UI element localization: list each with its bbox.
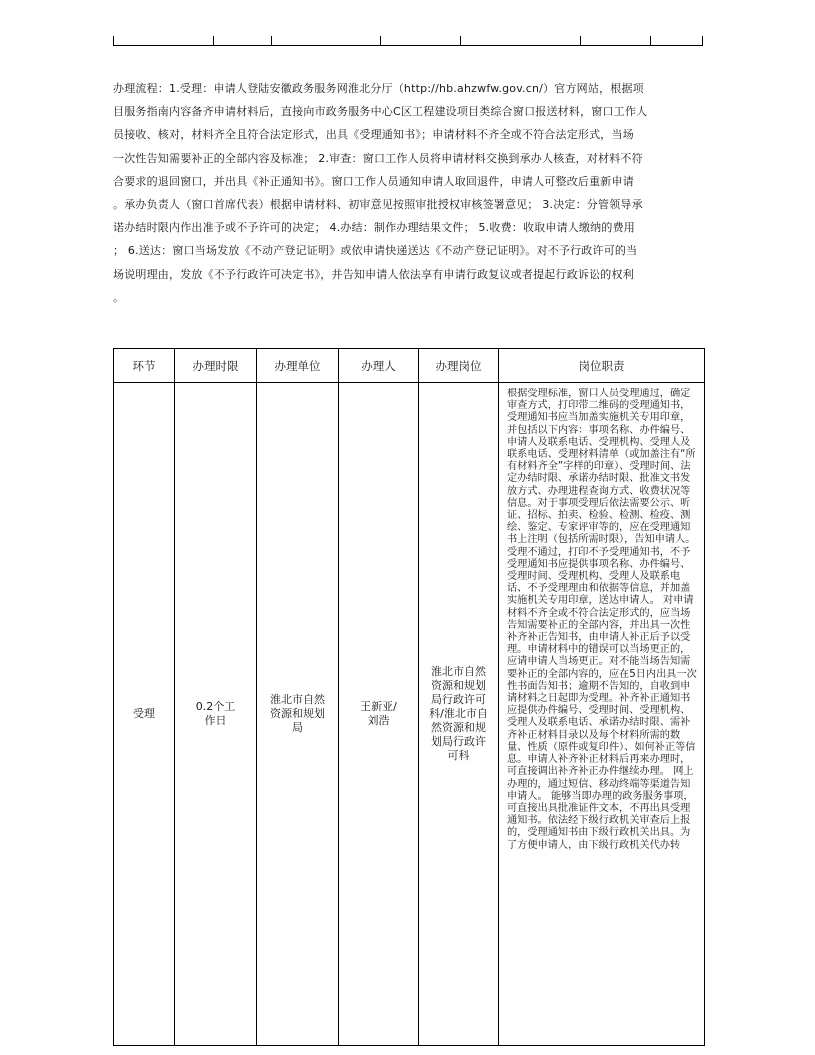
header-position: 办理岗位	[419, 349, 499, 383]
process-line: 员接收、核对，材料齐全且符合法定形式，出具《受理通知书》；申请材料不齐全或不符合法定形式，当场	[113, 128, 634, 142]
cell-duties	[499, 383, 705, 1046]
process-line: 场说明理由，发放《不予行政许可决定书》，并告知申请人依法享有申请行政复议或者提起行政诉讼的权利	[113, 267, 634, 281]
cell-position	[419, 383, 499, 1046]
process-line: 。	[113, 290, 125, 304]
process-line: 办理流程：1.受理：申请人登陆安徽政务服务网淮北分厅（http://hb.ahzwfw.gov.cn/）官方网站，根据项	[113, 82, 644, 95]
process-line: ； 6.送达：窗口当场发放《不动产登记证明》或依申请快递送达《不动产登记证明》。对不予行政许可的当	[113, 244, 638, 258]
cell-duties-text: 根据受理标准，窗口人员受理通过，确定审查方式，打印带二维码的受理通知书，受理通知书应当加盖实施机关专用印章，并包括以下内容：事项名称、办件编号、申请人及联系电话、受理机构、受理人及联系电话、受理材料清单（或加盖注有“所有材料齐全”字样的印章）、受理时间、法定办结时限、承诺办结时限、批准文书发放方式、办理进程查询方式、收费状况等信息。对于事项受理后依法需要公示、听证、招标、拍卖、检验、检测、检疫、测绘、鉴定、专家评审等的，应在受理通知书上注明（包括所需时限），告知申请人。 受理不通过，打印不予受理通知书，不予受理通知书应提供事项名称、办件编号、受理时间、受理机构、受理人及联系电话、不予受理理由和依据等信息，并加盖实施机关专用印章，送达申请人。 对申请材料不齐全或不符合法定形式的，应当场告知需要补正的全部内容，并出具一次性补齐补正告知书，由申请人补正后予以受理。申请材料中的错误可以当场更正的，应请申请人当场更正。对不能当场告知需要补正的全部内容的，应在5日内出具一次性书面告知书；逾期不告知的，自收到申请材料之日起即为受理。补齐补正通知书应提供办件编号、受理时间、受理机构、受理人及联系电话、承诺办结时限、需补齐补正材料目录以及每个材料所需的数量、性质（原件或复印件）、如何补正等信息。申请人补齐补正材料后再来办理时，可直接调出补齐补正办件继续办理。 网上办理的，通过短信、移动终端等渠道告知申请人。 能够当即办理的政务服务事项，可直接出具批准证件文本，不再出具受理通知书。依法经下级行政机关审查后上报的，受理通知书由下级行政机关出具。为了方便申请人，由下级行政机关代办转	[507, 388, 697, 851]
cell-time-limit-text: 0.2个工作日	[195, 700, 236, 727]
cell-person-text: 王新亚/刘浩	[360, 700, 397, 727]
cell-person	[339, 383, 419, 1046]
process-line: 目服务指南内容备齐申请材料后，直接向市政务服务中心C区工程建设项目类综合窗口报送材料，窗口工作人	[113, 105, 648, 119]
process-line: 合要求的退回窗口，并出具《补正通知书》。窗口工作人员通知申请人取回退件，申请人可整改后重新申请	[113, 174, 634, 188]
header-time-limit: 办理时限	[175, 349, 257, 383]
table-row	[114, 383, 705, 1046]
cell-position-text: 淮北市自然资源和规划局行政许可科/淮北市自然资源和规划局行政许可科	[429, 665, 488, 762]
previous-table-column-line	[271, 36, 272, 45]
previous-table-column-line	[580, 36, 581, 45]
previous-table-column-line	[650, 36, 651, 45]
previous-table-column-line	[380, 36, 381, 45]
previous-table-column-line	[113, 36, 114, 45]
header-stage: 环节	[114, 349, 175, 383]
header-unit: 办理单位	[257, 349, 339, 383]
process-description	[113, 77, 705, 309]
cell-time-limit	[175, 383, 257, 1046]
cell-stage: 受理	[114, 383, 175, 1046]
previous-table-column-line	[460, 36, 461, 45]
cell-unit-text: 淮北市自然资源和规划局	[270, 693, 325, 734]
process-line: 诺办结时限内作出准予或不予许可的决定； 4.办结：制作办理结果文件； 5.收费：收取申请人缴纳的费用	[113, 221, 635, 235]
table-header-row	[114, 349, 705, 383]
cell-unit	[257, 383, 339, 1046]
process-line: 。承办负责人（窗口首席代表）根据申请材料、初审意见按照审批授权审核签署意见； 3.决定：分管领导承	[113, 198, 643, 212]
process-stage-table	[113, 348, 705, 1046]
header-person: 办理人	[339, 349, 419, 383]
process-line: 一次性告知需要补正的全部内容及标准； 2.审查：窗口工作人员将申请材料交换到承办人核查，对材料不符	[113, 151, 643, 165]
header-duties: 岗位职责	[499, 349, 705, 383]
previous-table-column-line	[702, 36, 703, 45]
previous-table-column-line	[213, 36, 214, 45]
previous-table-bottom-border	[113, 45, 703, 46]
